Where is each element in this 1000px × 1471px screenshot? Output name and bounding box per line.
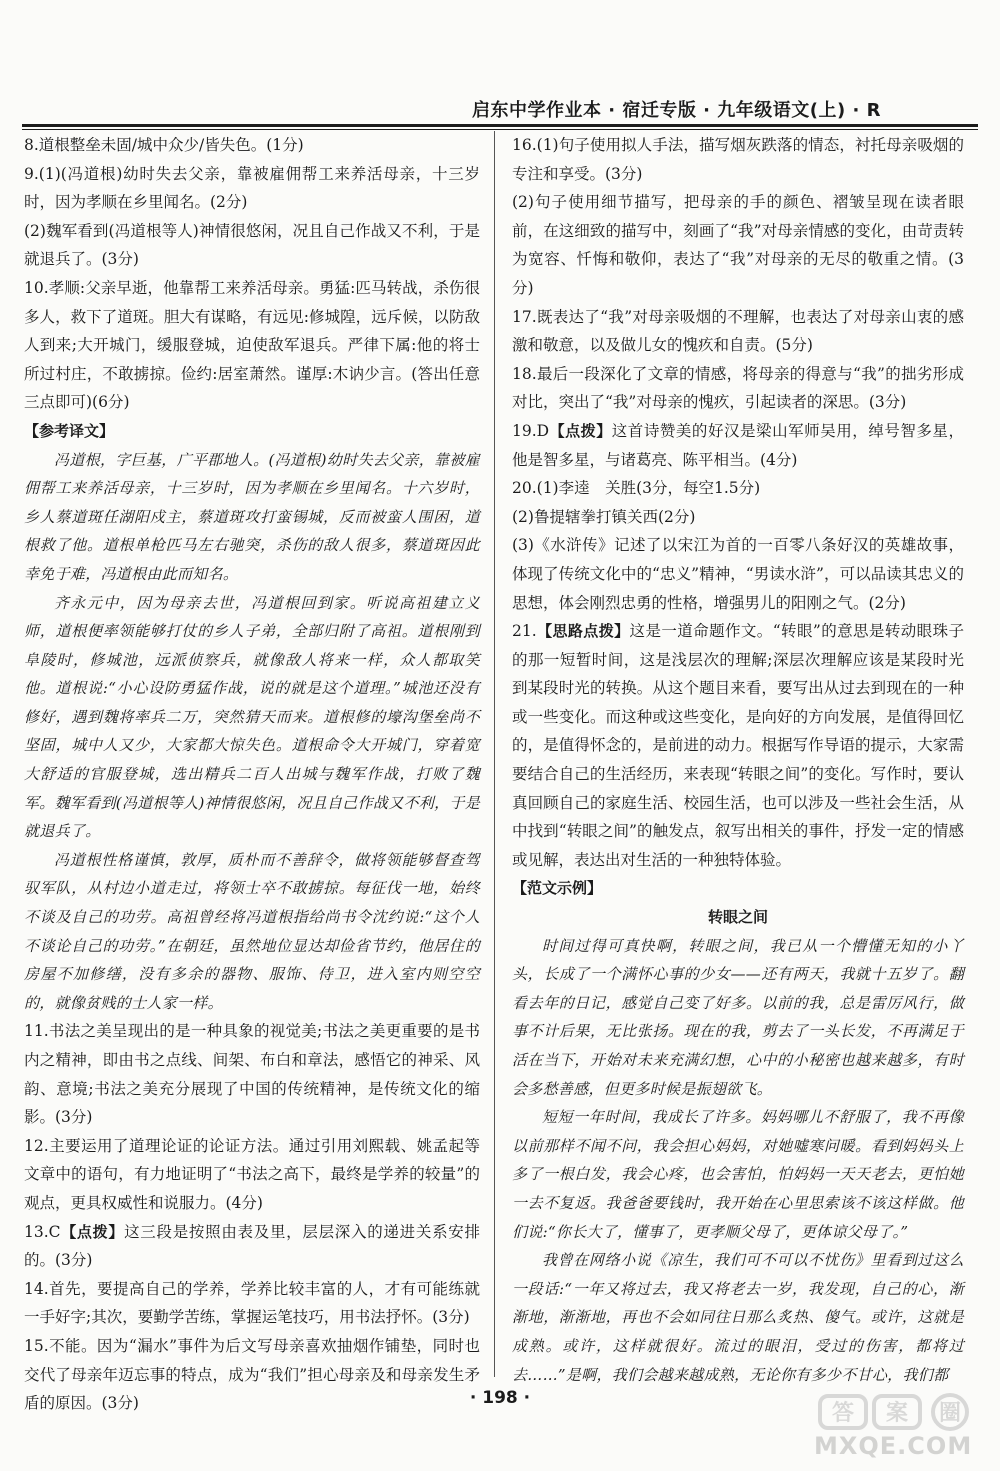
answer-15: 15.不能。因为“漏水”事件为后文写母亲喜欢抽烟作铺垫，同时也交代了母亲年迈忘事的特点，成为“我们”担心母亲及和母亲发生矛盾的原因。(3分) [24,1336,480,1413]
answer-10: 10.孝顺:父亲早逝，他靠帮工来养活母亲。勇猛:匹马转战，杀伤很多人，救下了道斑。胆大有谋略，有远见:修城隍，远斥候，以防敌人到来;大开城门，缓服登城，迫使敌军退兵。严律下属:他的将士所过村庄，不敢掳掠。俭约:居室萧然。谨厚:木讷少言。(答出任意三点即可)(6分) [24,278,480,412]
answer-9-part-2: (2)魏军看到(冯道根等人)神情很悠闲，况且自己作战又不利，于是就退兵了。(3分) [24,221,480,269]
answer-9-part-1: 9.(1)(冯道根)幼时失去父亲，靠被雇佣帮工来养活母亲，十三岁时，因为孝顺在乡里闻名。(2分) [24,164,480,212]
answer-13-body: 这三段是按照由表及里，层层深入的递进关系安排的。(3分) [24,1222,480,1270]
right-column [512,131,964,1389]
header-rule [22,124,978,127]
answer-21-tag: 【思路点拨】 [536,622,630,641]
answer-16-part-1: 16.(1)句子使用拟人手法，描写烟灰跌落的情态，衬托母亲吸烟的专注和享受。(3分) [512,136,964,183]
answer-21-body: 这是一道命题作文。“转眼”的意思是转动眼珠子的那一短暂时间，这是浅层次的理解;深层次理解应该是某段时光到某段时光的转换。从这个题目来看，要写出从过去到现在的一种或一些变化。而这种或这些变化，是向好的方向发展，是值得回忆的，是值得怀念的，是前进的动力。根据写作导语的提示，大家需要结合自己的生活经历，来表现“转眼之间”的变化。写作时，要认真回顾自己的家庭生活、校园生活，也可以涉及一些社会生活，从中找到“转眼之间”的触发点，叙写出相关的事件，抒发一定的情感或见解，表达出对生活的一种独特体验。 [512,622,964,869]
answer-21 [512,617,964,874]
answer-20-part-3: (3)《水浒传》记述了以宋江为首的一百零八条好汉的英雄故事，体现了传统文化中的“忠义”精神，“男读水浒”，可以品读其忠义的思想，体会刚烈忠勇的性格，增强男儿的阳刚之气。(2分) [512,536,964,612]
answer-14: 14.首先，要提高自己的学养，学养比较丰富的人，才有可能练就一手好字;其次，要勤学苦练，掌握运笔技巧，用书法抒怀。(3分) [24,1279,480,1327]
page-number: · 198 · [469,1388,531,1408]
sample-essay-heading: 【范文示例】 [512,879,603,898]
answer-13-choice: 13.C [24,1222,61,1241]
answer-19-body: 这首诗赞美的好汉是梁山军师吴用，绰号智多星，他是智多星，与诸葛亮、陈平相当。(4分) [512,421,964,469]
answer-19-tag: 【点拨】 [549,421,612,440]
translation-paragraph-3: 冯道根性格谨慎，敦厚，质朴而不善辞令，做将领能够督查驾驭军队，从村边小道走过，将领士卒不敢掳掠。每征伐一地，始终不谈及自己的功劳。高祖曾经将冯道根指给尚书令沈约说:“这个人不谈论自己的功劳。”在朝廷，虽然地位显达却俭省节约，他居住的房屋不加修缮，没有多余的器物、服饰、侍卫，进入室内则空空的，就像贫贱的士人家一样。 [24,850,480,1012]
answer-13 [24,1218,480,1275]
watermark [800,1392,990,1468]
column-divider [494,131,495,1377]
translation-paragraph-2: 齐永元中，因为母亲去世，冯道根回到家。听说高祖建立义师，道根便率领能够打仗的乡人子弟，全部归附了高祖。道根刚到阜陵时，修城池，远派侦察兵，就像敌人将来一样，众人都取笑他。道根说:“小心设防勇猛作战，说的就是这个道理。”城池还没有修好，遇到魏将率兵二万，突然猜天而来。道根修的壕沟堡垒尚不坚固，城中人又少，大家都大惊失色。道根命令大开城门，穿着宽大舒适的官服登城，选出精兵二百人出城与魏军作战，打败了魏军。魏军看到(冯道根等人)神情很悠闲，况且自己作战又不利，于是就退兵了。 [24,593,481,841]
essay-paragraph-2: 短短一年时间，我成长了许多。妈妈哪儿不舒服了，我不再像以前那样不闻不问，我会担心妈妈，对她嘘寒问暖。看到妈妈头上多了一根白发，我会心疼，也会害怕，怕妈妈一天天老去，更怕她一去不复返。我爸爸要钱时，我开始在心里思索该不该这样做。他们说:“你长大了，懂事了，更孝顺父母了，更体谅父母了。” [512,1108,964,1241]
watermark-url: MXQE.COM [814,1432,973,1460]
essay-paragraph-1: 时间过得可真快啊，转眼之间，我已从一个懵懂无知的小丫头，长成了一个满怀心事的少女——还有两天，我就十五岁了。翻看去年的日记，感觉自己变了好多。以前的我，总是雷厉风行，做事不计后果，无比张扬。现在的我，剪去了一头长发，不再满足于活在当下，开始对未来充满幻想，心中的小秘密也越来越多，有时会多愁善感，但更多时候是振翅欲飞。 [512,936,964,1098]
answer-20-part-1: 20.(1)李逵 关胜(3分，每空1.5分) [512,479,761,498]
svg-text:圈: 圈 [938,1401,962,1426]
answer-21-number: 21. [512,622,537,641]
header-title: 启东中学作业本 · 宿迁专版 · 九年级语文(上) · R [472,100,881,121]
svg-text:案: 案 [885,1401,909,1426]
answer-19 [512,417,964,474]
answer-17: 17.既表达了“我”对母亲吸烟的不理解，也表达了对母亲山衷的感激和敬意，以及做儿女的愧疚和自责。(5分) [512,307,964,355]
answer-13-tag: 【点拨】 [60,1222,125,1241]
watermark-logo-icon [818,1392,978,1432]
essay-paragraph-3: 我曾在网络小说《凉生，我们可不可以不忧伤》里看到过这么一段话:“一年又将过去，我又将老去一岁，我发现，自己的心，渐渐地，渐渐地，再也不会如同往日那么炙热、傻气。或许，这就是成熟。或许，这样就很好。流过的眼泪，受过的伤害，都将过去……”是啊，我们会越来越成熟，无论你有多少不甘心，我们都 [512,1251,964,1384]
header-rule-thin [22,129,978,130]
answer-11: 11.书法之美呈现出的是一种具象的视觉美;书法之美更重要的是书内之精神，即由书之点线、间架、布白和章法，感悟它的神采、风韵、意境;书法之美充分展现了中国的传统精神，是传统文化的缩影。(3分) [24,1022,480,1127]
answer-16-part-2: (2)句子使用细节描写，把母亲的手的颜色、褶皱呈现在读者眼前，在这细致的描写中，刻画了“我”对母亲情感的变化，由苛责转为宽容、忏悔和敬仰，表达了“我”对母亲的无尽的敬重之情。(3分) [512,193,964,297]
page-header [0,96,1000,128]
answer-20-part-2: (2)鲁提辖拳打镇关西(2分) [512,507,696,526]
answer-12: 12.主要运用了道理论证的论证方法。通过引用刘熙载、姚孟起等文章中的语句，有力地证明了“书法之高下，最终是学养的较量”的观点，更具权威性和说服力。(4分) [24,1136,480,1212]
left-column [24,131,480,1418]
svg-text:答: 答 [831,1401,855,1426]
answer-18: 18.最后一段深化了文章的情感，将母亲的得意与“我”的拙劣形成对比，突出了“我”对母亲的愧疚，引起读者的深思。(3分) [512,364,964,412]
reference-translation-heading: 【参考译文】 [24,421,115,440]
translation-paragraph-1: 冯道根，字巨基，广平郡地人。(冯道根)幼时失去父亲，靠被雇佣帮工来养活母亲，十三岁时，因为孝顺在乡里闻名。十六岁时，乡人蔡道斑任湖阳戍主，蔡道斑攻打蛮锡城，反而被蛮人围困，道根救了他。道根单枪匹马左右驰突，杀伤的敌人很多，蔡道斑因此幸免于难，冯道根由此而知名。 [24,450,480,583]
answer-8: 8.道根整垒未固/城中众少/皆失色。(1分) [24,136,304,154]
answer-19-choice: 19.D [512,421,550,440]
essay-title: 转眼之间 [707,908,768,927]
